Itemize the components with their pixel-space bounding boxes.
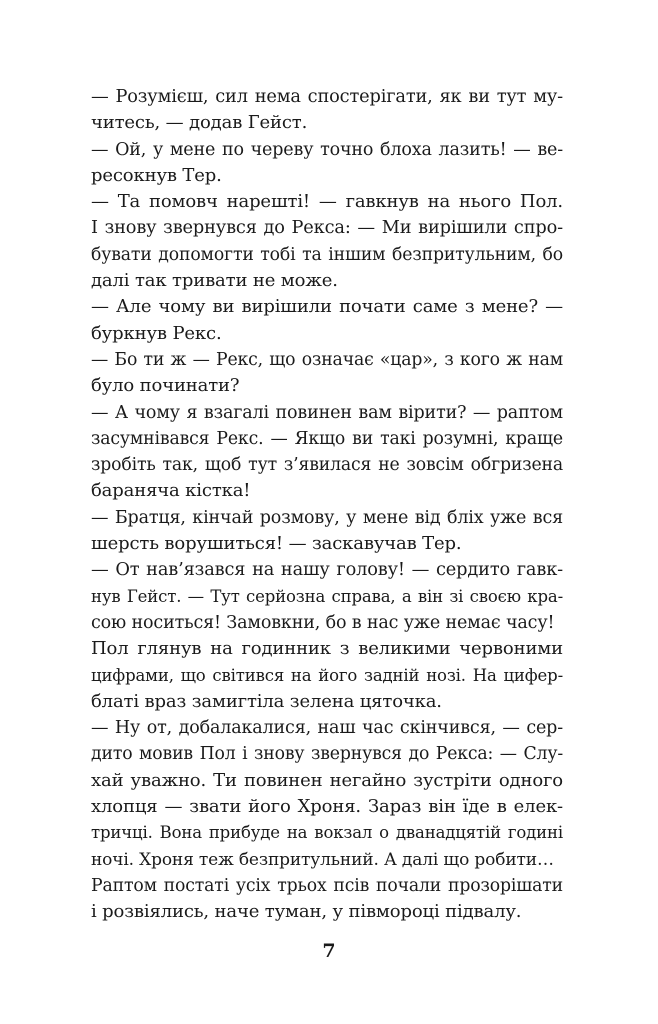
text-line: шерсть ворушиться! — заскавучав Тер. — [91, 533, 462, 555]
text-line: — Та помовч нарешті! — гавкнув на нього Пол. — [91, 191, 563, 213]
text-line: блаті враз замигтіла зелена цяточка. — [91, 690, 442, 712]
text-line: хлопця — звати його Хроня. Зараз він їде в елек- — [91, 796, 563, 818]
text-line: буркнув Рекс. — [91, 322, 222, 344]
text-line: і розвіялись, наче туман, у півмороці підвалу. — [91, 901, 522, 923]
text-line: І знову звернувся до Рекса: — Ми вирішили спро- — [91, 218, 563, 239]
text-line: Раптом постаті усіх трьох псів почали прозорішати — [91, 875, 563, 896]
text-line: Пол глянув на годинник з великими червоними — [91, 638, 563, 660]
page-text — [91, 84, 563, 926]
text-line: бараняча кістка! — [91, 480, 251, 502]
text-line: — Ой, у мене по череву точно блоха лазить! — ве- — [91, 139, 563, 160]
text-line: — Але чому ви вирішили почати саме з мене? — — [91, 296, 563, 318]
text-line: було починати? — [91, 375, 240, 397]
text-line: — Братця, кінчай розмову, у мене від бліх уже вся — [91, 507, 563, 528]
text-line: цифрами, що світився на його задній нозі. На цифер- — [91, 665, 563, 685]
text-line: нув Гейст. — Тут серйозна справа, а він зі своєю кра- — [91, 586, 563, 606]
text-line: сою носиться! Замовкни, бо в нас уже немає часу! — [91, 612, 555, 633]
text-line: ресокнув Тер. — [91, 164, 222, 186]
text-line: — Бо ти ж — Рекс, що означає «цар», з кого ж нам — [91, 349, 563, 370]
text-line: — От нав’язався на нашу голову! — сердито гавк- — [91, 560, 563, 581]
text-line: тричці. Вона прибуде на вокзал о дванадцятій годині — [91, 823, 563, 843]
page-number: 7 — [322, 940, 336, 962]
text-line: далі так тривати не може. — [91, 270, 338, 292]
text-line: читесь, — додав Гейст. — [91, 112, 308, 134]
text-line: — А чому я взагалі повинен вам вірити? — раптом — [91, 402, 563, 423]
text-line: дито мовив Пол і знову звернувся до Рекса: — Слу- — [91, 744, 563, 765]
text-line: ночі. Хроня теж безпритульний. А далі що робити… — [91, 849, 554, 870]
text-line: хай уважно. Ти повинен негайно зустріти одного — [91, 769, 563, 791]
text-line: — Ну от, добалакалися, наш час скінчився, — сер- — [91, 718, 563, 739]
text-line: засумнівався Рекс. — Якщо ви такі розумні, краще — [91, 428, 563, 449]
text-line: бувати допомогти тобі та іншим безпритульним, бо — [91, 244, 563, 265]
text-line: зробіть так, щоб тут з’явилася не зовсім обгризена — [91, 455, 563, 476]
text-line: — Розумієш, сил нема спостерігати, як ви тут му- — [91, 87, 563, 107]
